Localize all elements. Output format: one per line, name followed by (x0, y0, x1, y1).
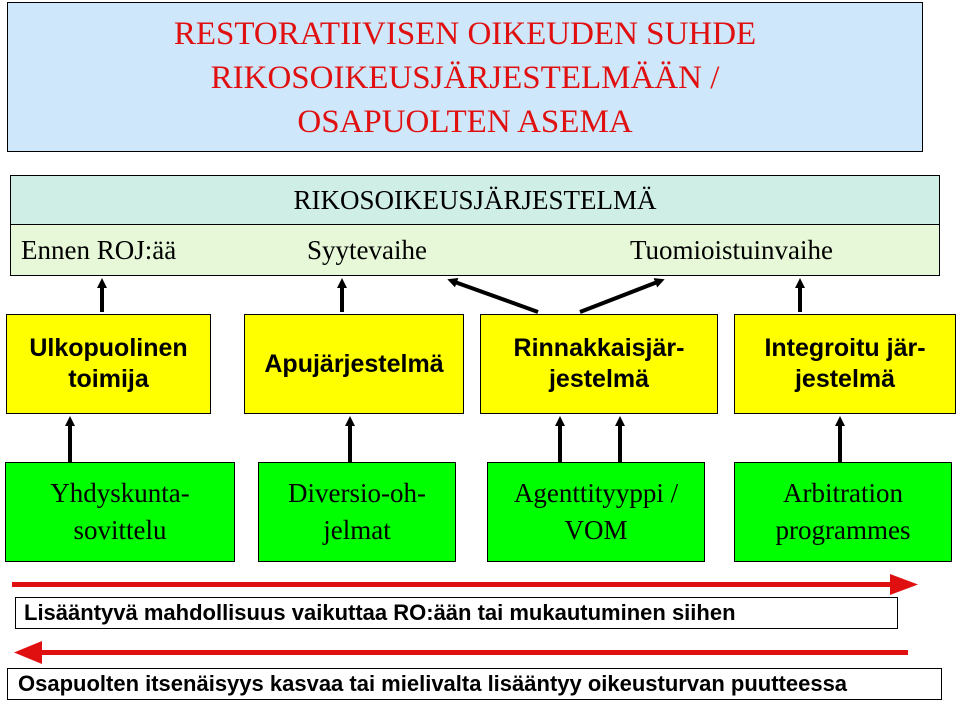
arrow-parallel-to-court (580, 281, 660, 312)
system-parallel (480, 314, 718, 414)
system-label-line2: jestelmä (794, 365, 896, 393)
program-label-line1: Agenttityyppi / (513, 478, 679, 508)
program-label-line2: sovittelu (73, 515, 167, 545)
red-arrow-right-shaft (12, 582, 892, 587)
arrow-parallel-to-prosecution (452, 281, 538, 312)
system-label-line1: Ulkopuolinen (29, 334, 188, 362)
program-label-line1: Yhdyskunta- (50, 478, 190, 508)
program-arbitration (734, 462, 952, 562)
system-label-line1: Rinnakkaisjär- (513, 334, 685, 362)
program-label-line2: VOM (564, 515, 628, 545)
phase-court: Tuomioistuinvaihe (630, 235, 834, 265)
program-agent-vom (487, 462, 705, 562)
bar-autonomy-label: Osapuolten itsenäisyys kasvaa tai mielivalta lisääntyy oikeusturvan puutteessa (18, 671, 848, 696)
program-diversion (258, 462, 456, 562)
program-community-mediation (5, 462, 235, 562)
program-label-line2: jelmat (323, 515, 391, 545)
bar-increasing-label: Lisääntyvä mahdollisuus vaikuttaa RO:ään tai mukautuminen siihen (24, 600, 736, 625)
program-label-line1: Arbitration (783, 478, 903, 508)
system-label-line2: toimija (68, 365, 149, 393)
roj-header-label: RIKOSOIKEUSJÄRJESTELMÄ (293, 184, 657, 215)
program-label-line2: programmes (775, 515, 911, 545)
system-outside-actor (6, 314, 211, 414)
title-line-1: RESTORATIIVISEN OIKEUDEN SUHDE (173, 16, 757, 52)
system-label-line1: Apujärjestelmä (264, 349, 444, 378)
red-arrow-left-shaft (40, 650, 908, 655)
red-arrow-right-head (890, 574, 918, 595)
phase-prosecution: Syytevaihe (307, 235, 427, 265)
bar-increasing-influence (15, 597, 898, 629)
title-line-2: RIKOSOIKEUSJÄRJESTELMÄÄN / (210, 60, 720, 96)
red-arrow-left-head (14, 641, 42, 664)
title-line-3: OSAPUOLTEN ASEMA (297, 104, 633, 140)
program-label-line1: Diversio-oh- (288, 478, 426, 508)
bar-party-autonomy (7, 668, 942, 700)
system-integrated (734, 314, 956, 414)
system-label-line1: Integroitu jär- (764, 334, 926, 362)
phase-before: Ennen ROJ:ää (21, 235, 177, 265)
system-label-line2: jestelmä (548, 365, 650, 393)
system-auxiliary (244, 314, 464, 414)
